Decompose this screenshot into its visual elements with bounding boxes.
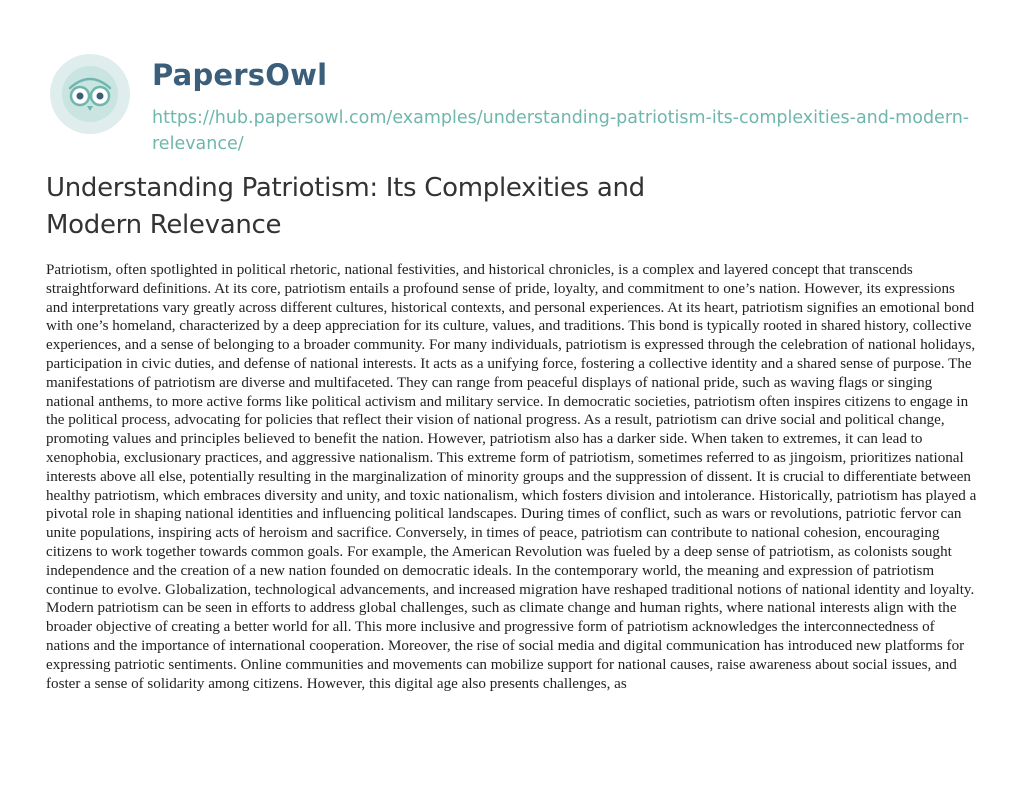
page-title: Understanding Patriotism: Its Complexities and Modern Relevance <box>46 173 645 240</box>
site-header <box>48 38 978 158</box>
owl-logo-icon[interactable] <box>48 52 132 136</box>
source-url-link[interactable]: https://hub.papersowl.com/examples/understanding-patriotism-its-complexities-and-modern-relevance/ <box>152 108 970 154</box>
essay-body-text: Patriotism, often spotlighted in political rhetoric, national festivities, and historical chronicles, is a complex and layered concept that transcends straightforward definitions. At its core, patriotism entails a profound sense of pride, loyalty, and commitment to one’s nation. However, its expressions and interpretations vary greatly across different cultures, historical contexts, and personal experiences. At its heart, patriotism signifies an emotional bond with one’s homeland, characterized by a deep appreciation for its culture, values, and traditions. This bond is typically rooted in shared history, collective experiences, and a sense of belonging to a broader community. For many individuals, patriotism is expressed through the celebration of national holidays, participation in civic duties, and defense of national interests. It acts as a unifying force, fostering a collective identity and a shared sense of purpose. The manifestations of patriotism are diverse and multifaceted. They can range from peaceful displays of national pride, such as waving flags or singing national anthems, to more active forms like political activism and military service. In democratic societies, patriotism often inspires citizens to engage in the political process, advocating for policies that reflect their vision of national progress. As a result, patriotism can drive social and political change, promoting values and principles believed to benefit the nation. However, patriotism also has a darker side. When taken to extremes, it can lead to xenophobia, exclusionary practices, and aggressive nationalism. This extreme form of patriotism, sometimes referred to as jingoism, prioritizes national interests above all else, potentially resulting in the marginalization of minority groups and the suppression of dissent. It is crucial to differentiate between healthy patriotism, which embraces diversity and unity, and toxic nationalism, which fosters division and intolerance. Historically, patriotism has played a pivotal role in shaping national identities and influencing political landscapes. During times of conflict, such as wars or revolutions, patriotic fervor can unite populations, inspiring acts of heroism and sacrifice. Conversely, in times of peace, patriotism can contribute to national cohesion, encouraging citizens to work together towards common goals. For example, the American Revolution was fueled by a deep sense of patriotism, as colonists sought independence and the creation of a new nation founded on democratic ideals. In the contemporary world, the meaning and expression of patriotism continue to evolve. Globalization, technological advancements, and increased migration have reshaped traditional notions of national identity and loyalty. Modern patriotism can be seen in efforts to address global challenges, such as climate change and human rights, where national interests align with the broader objective of creating a better world for all. This more inclusive and progressive form of patriotism acknowledges the interconnectedness of nations and the importance of international cooperation. Moreover, the rise of social media and digital communication has introduced new platforms for expressing patriotic sentiments. Online communities and movements can mobilize support for national causes, raise awareness about social issues, and foster a sense of solidarity among citizens. However, this digital age also presents challenges, as <box>46 262 977 692</box>
brand-name: PapersOwl <box>152 58 328 92</box>
